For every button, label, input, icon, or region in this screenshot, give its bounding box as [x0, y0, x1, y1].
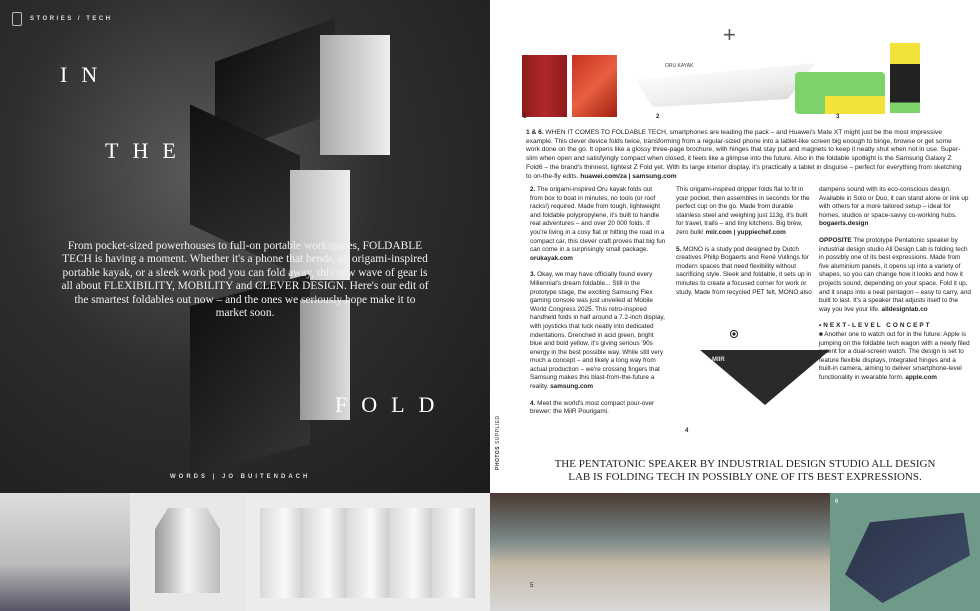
samsung-flex-console-open	[890, 43, 920, 113]
link[interactable]: miir.com | yuppiechef.com	[705, 228, 786, 236]
paragraph-body: WHEN IT COMES TO FOLDABLE TECH, smartphones are leading the pack – and Huawei's Mate XT might just be the most impressive example. This clever device folds twice, transforming from a regular-sized phone into a tablet-like screen big enough to binge, browse or get some work done on the go. It opens like a glossy three-page brochure, with hinges that stay put and magnets to keep it neatly shut when not in use. Super-slim when open and satisfyingly compact when closed, it feels like a glimpse into the future. Also in the foldable spotlight is the Samsung Galaxy Z Fold6 – the brand's thinnest, lightest Z Fold yet. With its large interior display, it's practically a tablet in disguise – perfect for everything from sketching to on-the-fly edits.	[526, 129, 962, 180]
photo-mono-pod-rolling	[668, 493, 830, 611]
title-word-the: THE	[105, 138, 190, 163]
figure-number: 5	[530, 583, 534, 589]
credit-text: SUPPLIED	[495, 415, 501, 446]
paragraph-body: ■ Another one to watch out for in the future: Apple is jumping on the foldable tech wagon with a newly filed patent for a dual-screen watch. The design is set to feature flexible displays, integrated hinges and a built-in camera, aiming to deliver smartphone-level functionality in wearable form.	[819, 330, 970, 381]
intro-paragraph: From pocket-sized powerhouses to full-on portable workspaces, FOLDABLE TECH is having a moment. Whether it's a phone that bends, an origami-inspired portable kayak, or a sleek work pod you can fold away, this new wave of gear is all about FLEXIBILITY, MOBILITY and CLEVER DESIGN. Here's our edit of the smartest foldables out now – and the ones we seriously hope make it to market soon.	[61, 240, 429, 320]
content-page	[490, 0, 980, 493]
breadcrumb-label: STORIES / TECH	[30, 16, 113, 22]
console-yellow-panel	[825, 96, 885, 114]
brewer-label: MIIR	[712, 357, 725, 363]
opening-page	[0, 0, 490, 493]
speaker-panel	[320, 35, 390, 155]
photo-credit	[495, 415, 501, 470]
paragraph-number: 4.	[530, 399, 536, 407]
column-3	[819, 186, 971, 382]
title-word-in: IN	[60, 62, 112, 87]
paragraph-body: dampens sound with its eco-conscious design. Available in Solo or Duo, it can stand alone or link up with others for a more tailored setup – ideal for homes, studios or space-savvy co-working hubs.	[819, 186, 969, 219]
lead-paragraph	[526, 129, 966, 181]
paragraph-number: OPPOSITE	[819, 236, 852, 244]
photo-galaxy-fold	[830, 493, 980, 611]
figure-number: 2	[656, 114, 660, 120]
pull-caption: THE PENTATONIC SPEAKER BY INDUSTRIAL DESIGN STUDIO ALL DESIGN LAB IS FOLDING TECH IN POSSIBLY ONE OF ITS BEST EXPRESSIONS.	[554, 458, 936, 483]
photo-speaker-carried	[0, 493, 130, 611]
link[interactable]: apple.com	[905, 373, 937, 381]
link[interactable]: samsung.com	[550, 383, 594, 391]
photo-speaker-pentagon	[130, 493, 245, 611]
link[interactable]: bogaerts.design	[819, 220, 869, 228]
kayak-label: ORU KAYAK	[665, 63, 694, 69]
byline: WORDS | JO BUITENDACH	[170, 474, 311, 480]
plus-icon: +	[723, 22, 736, 47]
paragraph-body: Meet the world's most compact pour-over brewer: the MiiR Pourigami.	[530, 399, 655, 416]
credit-label: PHOTOS	[495, 445, 501, 470]
paragraph-number: 1 & 6.	[526, 129, 544, 136]
breadcrumb[interactable]	[12, 12, 113, 26]
huawei-phone-screen	[572, 55, 617, 117]
link[interactable]: orukayak.com	[530, 254, 573, 262]
paragraph-body: MONO is a study pod designed by Dutch creatives Philip Bogaerts and René Vullings for modern spaces that need flexibility without sacrificing style. Sleek and foldable, it sets up in minutes to create a focused corner for work or study. Made from recycled PET felt, MONO also	[676, 245, 812, 296]
tablet-icon	[12, 12, 22, 26]
link[interactable]: alldesignlab.co	[881, 305, 928, 313]
paragraph-body: The origami-inspired Oru kayak folds out from box to boat in minutes, no tools (or roof racks!) required. Made from tough, lightweight and foldable polypropylene, it's built to handle real adventures – and over 20 000 folds. If you're living in a cosy flat or hitting the road in a compact car, this clever craft proves that big fun can come in a surprisingly small package.	[530, 186, 666, 254]
figure-number: 1	[523, 114, 527, 120]
figure-number: 3	[836, 114, 840, 120]
photo-mono-pod-seated	[490, 493, 668, 611]
paragraph-body: The prototype Pentatonic speaker by industrial design studio All Design Lab is folding tech in possibly one of its best expressions. Made from five aluminium panels, it opens up into a variety of shapes, so you can change how it looks and how it projects sound, depending on your space. Fold it up, and it snaps into a neat pentagon – easy to carry, and built to last. It's a speaker that adjusts itself to the way you live your life.	[819, 236, 971, 313]
paragraph-body: Okay, we may have officially found every Millennial's dream foldable... Still in the prototype stage, the exciting Samsung Flex gaming console was just unveiled at Mobile World Congress 2025. This retro-inspired handheld folds in half around a 7.2-inch display, with joysticks that tuck neatly into dedicated indentations. Drenched in acid green, bright blue and bold yellow, it's giving serious '90s energy in the best possible way. While still very much a concept – and likely a long way from actual production – we're crossing fingers that Samsung makes this blast-from-the-future a reality.	[530, 271, 665, 391]
column-1	[530, 186, 666, 417]
figure-number: 4	[685, 428, 689, 434]
paragraph-number: 3.	[530, 271, 536, 279]
title-word-fold: FOLD	[335, 392, 449, 417]
paragraph-body: This origami-inspired dripper folds flat to fit in your pocket, then assembles in seconds for the perfect cup on the go. Made from durable stainless steel and weighing just 113g, it's built for travel, trails – and tiny kitchens. Big brew, zero bulk!	[676, 186, 810, 236]
huawei-phone-back	[522, 55, 567, 117]
column-2	[676, 186, 812, 297]
concept-heading: •NEXT-LEVEL CONCEPT	[819, 322, 932, 330]
link[interactable]: huawei.com/za | samsung.com	[580, 172, 677, 180]
figure-number: 6	[835, 499, 839, 505]
oru-kayak-image	[635, 55, 815, 110]
photo-speaker-open	[245, 493, 490, 611]
paragraph-number: 5.	[676, 245, 682, 253]
target-icon	[730, 330, 738, 338]
paragraph-number: 2.	[530, 186, 536, 193]
